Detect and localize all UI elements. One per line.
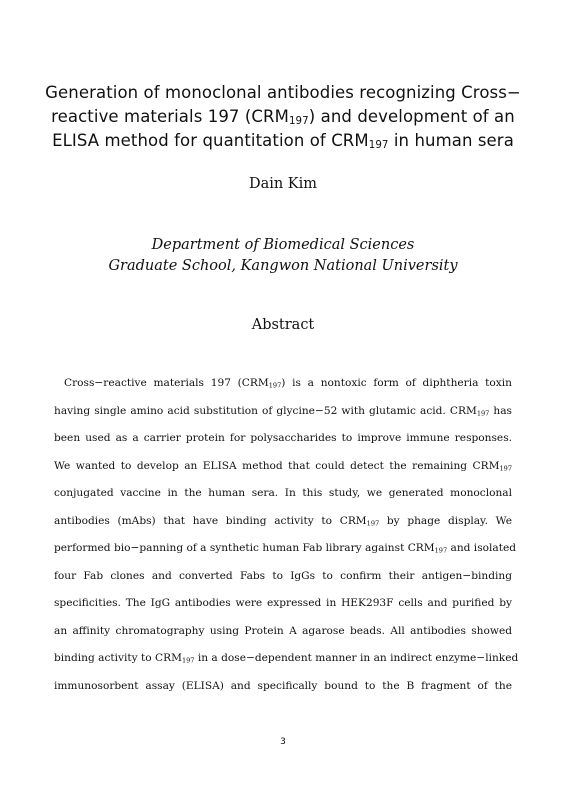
abstract-line: We wanted to develop an ELISA method that could detect the remaining $CRM_{197}$	[54, 459, 512, 472]
page-number: 3	[280, 737, 286, 747]
abstract-line: Cross−reactive materials 197 $(CRM_{197})$ is a nontoxic form of diphtheria toxin	[64, 377, 512, 390]
subscript: 197	[288, 116, 309, 128]
subscript: 197	[476, 408, 490, 417]
abstract-line: immunosorbent assay (ELISA) and specifically bound to the B fragment of the	[54, 679, 512, 692]
abstract-line: specificities. The IgG antibodies were expressed in HEK293F cells and purified by	[54, 597, 512, 609]
author-name: Dain Kim	[248, 176, 318, 192]
paper-title	[30, 81, 536, 153]
affiliation-department: Department of Biomedical Sciences	[151, 237, 415, 253]
affiliation	[0, 235, 566, 277]
subscript: 197	[499, 463, 512, 472]
abstract-line: having single amino acid substitution of glycine−52 with glutamic acid. $CRM_{197}$ has	[54, 404, 512, 417]
abstract-line: an affinity chromatography using Protein A agarose beads. All antibodies showed	[54, 624, 512, 637]
abstract-line: performed bio−panning of a synthetic human Fab library against $CRM_{197}$ and isolated	[54, 542, 517, 555]
abstract-line: antibodies (mAbs) that have binding activity to $CRM_{197}$ by phage display. We	[54, 514, 512, 527]
abstract-line: conjugated vaccine in the human sera. In this study, we generated monoclonal	[54, 487, 512, 499]
abstract-line: binding activity to $CRM_{197}$ in a dose−dependent manner in an indirect enzyme−linked	[54, 652, 519, 665]
abstract-line: been used as a carrier protein for polysaccharides to improve immune responses.	[54, 432, 512, 444]
subscript: 197	[434, 546, 448, 555]
abstract-body	[54, 372, 519, 702]
subscript: 197	[366, 518, 380, 527]
subscript: 197	[181, 656, 195, 665]
title-line-2: reactive materials 197 (CRM197) and development of an	[51, 107, 515, 128]
affiliation-school: Graduate School, Kangwon National University	[108, 258, 458, 274]
abstract-heading: Abstract	[251, 317, 315, 333]
abstract-line: four Fab clones and converted Fabs to IgGs to confirm their antigen−binding	[54, 569, 512, 582]
title-line-3: ELISA method for quantitation of CRM197 in human sera	[52, 131, 514, 152]
title-line-1: Generation of monoclonal antibodies recognizing Cross−	[45, 83, 521, 102]
subscript: 197	[368, 140, 389, 152]
subscript: 197	[268, 381, 282, 390]
